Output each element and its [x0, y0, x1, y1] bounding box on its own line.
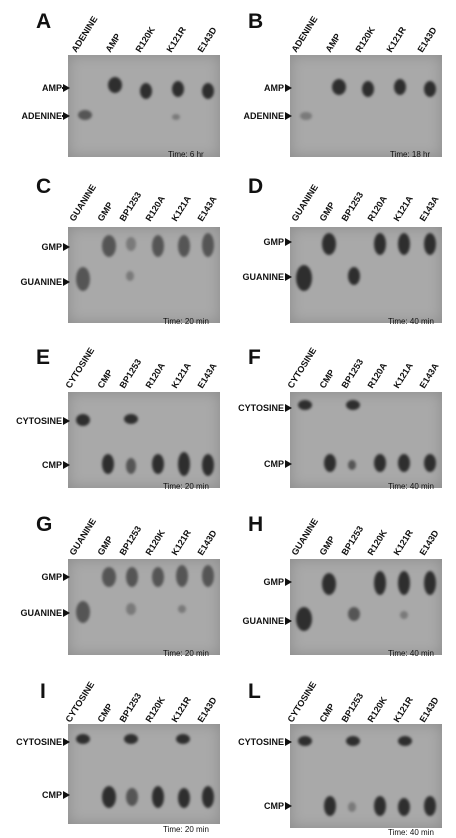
tlc-spot [324, 454, 336, 472]
lane-label: CYTOSINE [63, 679, 97, 724]
tlc-spot [202, 83, 214, 99]
tlc-spot [152, 235, 164, 257]
marker-label: GUANINE [20, 277, 62, 287]
tlc-plate [68, 55, 220, 157]
tlc-spot [332, 79, 346, 95]
lane-label: K121A [169, 360, 193, 390]
lane-label: E143D [417, 528, 441, 557]
tlc-spot [400, 611, 408, 619]
marker-label: CYTOSINE [16, 737, 62, 747]
lane-label: R120A [365, 193, 389, 223]
lane-label: AMP [103, 31, 123, 54]
tlc-spot [108, 77, 122, 93]
panel-B [228, 0, 456, 165]
marker-label: GMP [263, 237, 284, 247]
panel-A [0, 0, 228, 165]
tlc-spot [172, 81, 184, 97]
time-label: Time: 40 min [388, 482, 434, 491]
tlc-spot [348, 267, 360, 285]
marker-label: CMP [42, 460, 62, 470]
lane-label: BP1253 [117, 691, 144, 724]
lane-label: ADENINE [289, 14, 320, 54]
lane-label: E143D [195, 695, 219, 724]
time-label: Time: 40 min [388, 649, 434, 658]
tlc-spot [296, 265, 312, 291]
lane-label: E143A [195, 194, 219, 223]
lane-label: K121R [391, 694, 415, 724]
lane-label: R120A [143, 360, 167, 390]
tlc-spot [374, 571, 386, 595]
tlc-spot [324, 796, 336, 816]
panel-E [0, 330, 228, 495]
lane-label: BP1253 [339, 190, 366, 223]
lane-label: R120K [143, 527, 167, 557]
marker-label: GMP [41, 242, 62, 252]
panel-label: A [36, 10, 52, 33]
tlc-plate [68, 392, 220, 488]
tlc-spot [178, 788, 190, 808]
panel-label: E [36, 346, 51, 369]
lane-label: GMP [95, 200, 115, 223]
panel-label: H [248, 513, 264, 536]
panel-L [228, 662, 456, 838]
arrow-right-icon [285, 404, 292, 412]
lane-label: R120A [365, 360, 389, 390]
tlc-spot [202, 454, 214, 476]
tlc-spot [126, 788, 138, 806]
tlc-plate [290, 227, 442, 323]
marker-label: CYTOSINE [16, 416, 62, 426]
tlc-spot [346, 400, 360, 410]
marker-label: GUANINE [20, 608, 62, 618]
marker-label: GMP [263, 577, 284, 587]
tlc-spot [76, 601, 90, 623]
tlc-spot [398, 798, 410, 816]
lane-label: GMP [317, 200, 337, 223]
marker-label: CMP [42, 790, 62, 800]
tlc-spot [126, 237, 136, 251]
panel-label: C [36, 175, 52, 198]
marker-label: CYTOSINE [238, 403, 284, 413]
tlc-spot [76, 414, 90, 426]
tlc-spot [298, 400, 312, 410]
tlc-spot [424, 454, 436, 472]
tlc-spot [322, 573, 336, 595]
marker-label: CMP [264, 459, 284, 469]
tlc-spot [76, 267, 90, 291]
lane-label: BP1253 [339, 524, 366, 557]
lane-label: CMP [95, 367, 115, 390]
tlc-spot [178, 452, 190, 476]
tlc-spot [298, 736, 312, 746]
lane-label: GUANINE [289, 182, 320, 223]
arrow-right-icon [63, 84, 70, 92]
lane-label: R120K [365, 694, 389, 724]
panel-label: I [40, 680, 46, 703]
lane-label: BP1253 [117, 190, 144, 223]
lane-label: R120K [133, 24, 157, 54]
lane-label: E143D [195, 528, 219, 557]
panel-label: G [36, 513, 53, 536]
lane-label: CYTOSINE [285, 679, 319, 724]
tlc-spot [202, 233, 214, 257]
tlc-spot [102, 567, 116, 587]
tlc-spot [178, 605, 186, 613]
lane-label: CYTOSINE [285, 345, 319, 390]
arrow-right-icon [285, 238, 292, 246]
tlc-spot [398, 736, 412, 746]
lane-label: CMP [95, 701, 115, 724]
time-label: Time: 18 hr [390, 150, 431, 159]
panel-D [228, 165, 456, 330]
tlc-spot [348, 460, 356, 470]
lane-label: R120K [353, 24, 377, 54]
tlc-spot [346, 736, 360, 746]
arrow-right-icon [63, 738, 70, 746]
lane-label: R120A [143, 193, 167, 223]
tlc-spot [348, 607, 360, 621]
tlc-spot [296, 607, 312, 631]
lane-label: E143D [415, 25, 439, 54]
tlc-spot [176, 734, 190, 744]
arrow-right-icon [285, 578, 292, 586]
lane-label: BP1253 [117, 524, 144, 557]
lane-label: R120K [365, 527, 389, 557]
tlc-spot [424, 81, 436, 97]
time-label: Time: 40 min [388, 828, 434, 837]
tlc-spot [126, 271, 134, 281]
lane-label: GUANINE [67, 516, 98, 557]
marker-label: ADENINE [243, 111, 284, 121]
tlc-spot [398, 233, 410, 255]
tlc-plate [68, 559, 220, 655]
arrow-right-icon [285, 802, 292, 810]
tlc-spot [202, 786, 214, 808]
lane-label: K121A [391, 193, 415, 223]
arrow-right-icon [63, 278, 70, 286]
tlc-spot [102, 454, 114, 474]
lane-label: BP1253 [339, 357, 366, 390]
tlc-spot [152, 786, 164, 808]
lane-label: ADENINE [69, 14, 100, 54]
lane-label: CMP [317, 701, 337, 724]
tlc-plate [290, 559, 442, 655]
tlc-spot [322, 233, 336, 255]
marker-label: CMP [264, 801, 284, 811]
lane-label: GMP [317, 534, 337, 557]
arrow-right-icon [63, 573, 70, 581]
arrow-right-icon [285, 738, 292, 746]
marker-label: AMP [264, 83, 284, 93]
lane-label: K121R [164, 24, 188, 54]
tlc-spot [374, 454, 386, 472]
panel-label: B [248, 10, 264, 33]
arrow-right-icon [63, 417, 70, 425]
arrow-right-icon [285, 273, 292, 281]
tlc-plate [68, 227, 220, 323]
tlc-spot [394, 79, 406, 95]
tlc-spot [424, 571, 436, 595]
lane-label: GUANINE [67, 182, 98, 223]
tlc-spot [424, 233, 436, 255]
lane-label: E143A [417, 361, 441, 390]
tlc-spot [362, 81, 374, 97]
lane-label: K121A [391, 360, 415, 390]
tlc-spot [126, 458, 136, 474]
lane-label: K121R [169, 527, 193, 557]
arrow-right-icon [285, 617, 292, 625]
tlc-spot [152, 567, 164, 587]
panel-I [0, 662, 228, 838]
panel-label: D [248, 175, 264, 198]
tlc-spot [374, 233, 386, 255]
arrow-right-icon [63, 609, 70, 617]
lane-label: E143D [195, 25, 219, 54]
marker-label: AMP [42, 83, 62, 93]
panel-G [0, 497, 228, 662]
tlc-spot [300, 112, 312, 120]
tlc-spot [172, 114, 180, 120]
arrow-right-icon [285, 460, 292, 468]
tlc-spot [348, 802, 356, 812]
lane-label: AMP [323, 31, 343, 54]
tlc-spot [102, 786, 116, 808]
panel-C [0, 165, 228, 330]
marker-label: GUANINE [242, 616, 284, 626]
tlc-spot [124, 414, 138, 424]
panel-H [228, 497, 456, 662]
lane-label: K121R [384, 24, 408, 54]
panel-F [228, 330, 456, 495]
lane-label: GUANINE [289, 516, 320, 557]
tlc-spot [176, 565, 188, 587]
tlc-spot [202, 565, 214, 587]
panel-label: L [248, 680, 261, 703]
lane-label: R120K [143, 694, 167, 724]
tlc-plate [290, 724, 442, 828]
tlc-spot [178, 235, 190, 257]
lane-label: K121R [391, 527, 415, 557]
tlc-spot [126, 603, 136, 615]
marker-label: CYTOSINE [238, 737, 284, 747]
time-label: Time: 20 min [163, 317, 209, 326]
tlc-spot [102, 235, 116, 257]
arrow-right-icon [63, 112, 70, 120]
tlc-spot [374, 796, 386, 816]
tlc-spot [76, 734, 90, 744]
panel-label: F [248, 346, 261, 369]
tlc-spot [78, 110, 92, 120]
lane-label: GMP [95, 534, 115, 557]
time-label: Time: 20 min [163, 649, 209, 658]
arrow-right-icon [63, 243, 70, 251]
time-label: Time: 20 min [163, 825, 209, 834]
tlc-plate [290, 55, 442, 157]
lane-label: E143A [417, 194, 441, 223]
marker-label: GMP [41, 572, 62, 582]
lane-label: BP1253 [117, 357, 144, 390]
tlc-spot [140, 83, 152, 99]
tlc-spot [398, 454, 410, 472]
tlc-plate [68, 724, 220, 824]
tlc-spot [124, 734, 138, 744]
tlc-spot [398, 571, 410, 595]
lane-label: BP1253 [339, 691, 366, 724]
arrow-right-icon [285, 84, 292, 92]
lane-label: CYTOSINE [63, 345, 97, 390]
lane-label: CMP [317, 367, 337, 390]
tlc-spot [126, 567, 138, 587]
time-label: Time: 40 min [388, 317, 434, 326]
tlc-plate [290, 392, 442, 488]
time-label: Time: 6 hr [168, 150, 204, 159]
lane-label: E143A [195, 361, 219, 390]
arrow-right-icon [285, 112, 292, 120]
lane-label: K121A [169, 193, 193, 223]
lane-label: E143D [417, 695, 441, 724]
tlc-spot [424, 796, 436, 816]
time-label: Time: 20 min [163, 482, 209, 491]
marker-label: GUANINE [242, 272, 284, 282]
marker-label: ADENINE [21, 111, 62, 121]
lane-label: K121R [169, 694, 193, 724]
arrow-right-icon [63, 461, 70, 469]
tlc-spot [152, 454, 164, 474]
arrow-right-icon [63, 791, 70, 799]
